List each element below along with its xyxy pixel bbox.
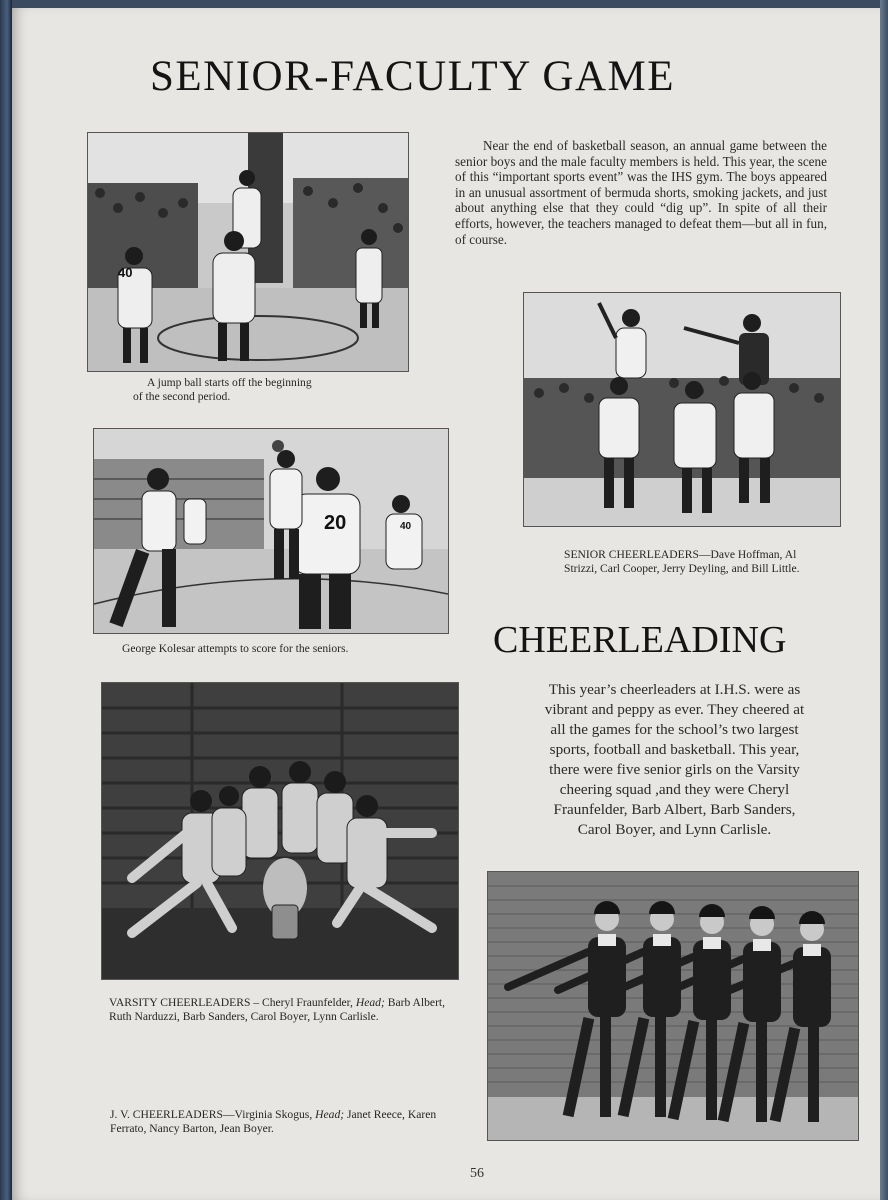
page-top-edge <box>12 0 880 8</box>
jump-ball-caption-line2: of the second period. <box>133 390 231 403</box>
jv-caption-prefix: J. V. CHEERLEADERS—Virginia Skogus, <box>110 1108 316 1121</box>
kolesar-photo <box>93 428 449 634</box>
senior-cheerleaders-caption: SENIOR CHEERLEADERS—Dave Hoffman, Al Strizzi, Carl Cooper, Jerry Deyling, and Bill Little. <box>564 548 800 575</box>
book-right-edge <box>880 0 888 1200</box>
jersey-number-40-side: 40 <box>400 521 412 532</box>
jv-caption-head: Head; <box>315 1108 345 1121</box>
kolesar-caption: George Kolesar attempts to score for the seniors. <box>122 642 349 655</box>
cheerleading-paragraph: This year’s cheerleaders at I.H.S. were as vibrant and peppy as ever. They cheered at all the games for the school’s two largest sports, football and basketball. This year, there were five senior girls on the Varsity cheering squad ,and they were Cheryl Fraunfelder, Barb Albert, Barb Sanders, Carol Boyer, and Lynn Carlisle. <box>544 681 805 838</box>
jump-ball-photo <box>87 132 409 372</box>
jv-caption-rest: Janet Reece, Karen Ferrato, Nancy Barton, Jean Boyer. <box>110 1108 437 1135</box>
jump-ball-caption-line1: A jump ball starts off the beginning <box>147 376 312 389</box>
game-paragraph: Near the end of basketball season, an annual game between the senior boys and the male faculty members is held. This year, the scene of this “important sports event” was the IHS gym. The boys appeared in an unusual assortment of bermuda shorts, smoking jackets, and just about anything else that they could “dig up”. In spite of all their efforts, however, the teachers managed to defeat them—but all in fun, of course. <box>455 138 827 247</box>
cheerleading-heading: CHEERLEADING <box>493 619 787 661</box>
jersey-number-40: 40 <box>118 265 133 280</box>
jv-cheerleaders-photo <box>487 871 859 1141</box>
book-binding <box>0 0 12 1200</box>
senior-cheerleaders-photo <box>523 292 841 527</box>
page-title: SENIOR-FACULTY GAME <box>150 53 676 100</box>
varsity-caption <box>109 996 455 1023</box>
varsity-caption-prefix: VARSITY CHEERLEADERS – Cheryl Fraunfelder, <box>109 996 356 1009</box>
varsity-caption-rest: Barb Albert, Ruth Narduzzi, Barb Sanders, Carol Boyer, Lynn Carlisle. <box>109 996 446 1023</box>
varsity-caption-head: Head; <box>355 996 385 1009</box>
jv-caption <box>110 1108 462 1135</box>
page-number: 56 <box>470 1166 484 1181</box>
jersey-number-20: 20 <box>324 512 347 534</box>
varsity-cheerleaders-photo <box>101 682 459 980</box>
